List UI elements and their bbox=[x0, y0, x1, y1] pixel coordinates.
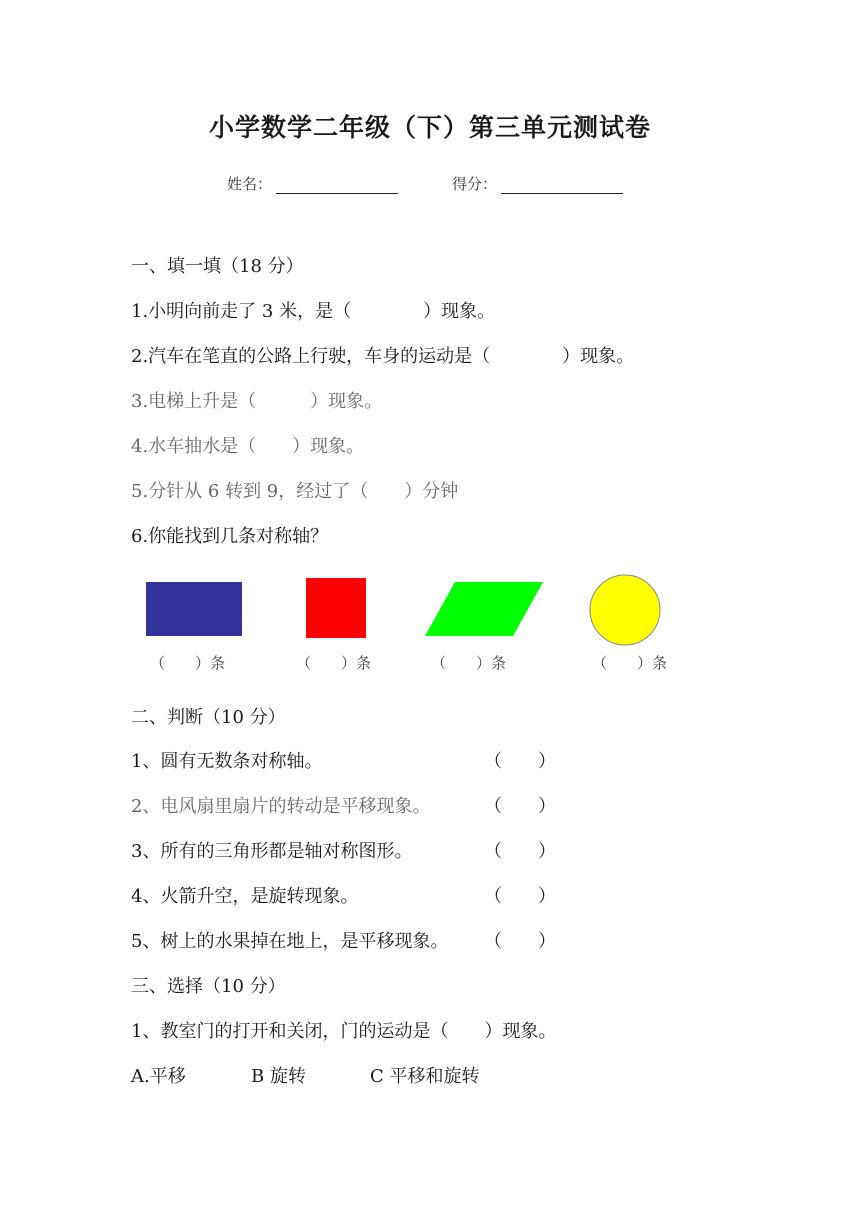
section3-q1: 1、教室门的打开和关闭，门的运动是（ ）现象。 bbox=[131, 1021, 557, 1042]
option-b[interactable]: B 旋转 bbox=[251, 1066, 306, 1087]
score-label: 得分： bbox=[452, 175, 498, 193]
section1-q2: 2.汽车在笔直的公路上行驶，车身的运动是（ ）现象。 bbox=[131, 346, 635, 367]
section1-q6: 6.你能找到几条对称轴？ bbox=[131, 526, 329, 547]
judge-item-2: 2、电风扇里扇片的转动是平移现象。 bbox=[131, 796, 431, 817]
judge-answer-2[interactable]: （ ） bbox=[484, 796, 556, 817]
option-c[interactable]: C 平移和旋转 bbox=[370, 1066, 480, 1087]
score-field[interactable] bbox=[452, 173, 623, 194]
section2-heading: 二、判断（10 分） bbox=[131, 707, 286, 728]
name-field[interactable] bbox=[227, 173, 398, 194]
blue-rectangle bbox=[146, 582, 242, 636]
section1-q4: 4.水车抽水是（ ）现象。 bbox=[131, 436, 365, 457]
symmetry-shapes bbox=[0, 570, 860, 680]
judge-answer-4[interactable]: （ ） bbox=[484, 886, 556, 907]
section1-q3: 3.电梯上升是（ ）现象。 bbox=[131, 391, 383, 412]
judge-item-5: 5、树上的水果掉在地上，是平移现象。 bbox=[131, 931, 449, 952]
judge-item-1: 1、圆有无数条对称轴。 bbox=[131, 751, 323, 772]
page-title: 小学数学二年级（下）第三单元测试卷 bbox=[208, 113, 651, 142]
square-axis-answer[interactable]: （ ）条 bbox=[296, 654, 372, 672]
judge-answer-3[interactable]: （ ） bbox=[484, 841, 556, 862]
parallelogram-axis-answer[interactable]: （ ）条 bbox=[431, 654, 507, 672]
rectangle-axis-answer[interactable]: （ ）条 bbox=[150, 654, 226, 672]
circle-axis-answer[interactable]: （ ）条 bbox=[592, 654, 668, 672]
judge-answer-5[interactable]: （ ） bbox=[484, 931, 556, 952]
green-parallelogram bbox=[425, 582, 545, 638]
score-blank-line[interactable] bbox=[501, 177, 623, 194]
section1-q5: 5.分针从 6 转到 9，经过了（ ）分钟 bbox=[131, 481, 459, 502]
section3-heading: 三、选择（10 分） bbox=[131, 976, 286, 997]
red-square bbox=[306, 578, 366, 638]
option-a[interactable]: A.平移 bbox=[131, 1066, 186, 1087]
name-blank-line[interactable] bbox=[276, 177, 398, 194]
judge-item-4: 4、火箭升空，是旋转现象。 bbox=[131, 886, 359, 907]
yellow-circle bbox=[588, 573, 662, 647]
name-label: 姓名： bbox=[227, 175, 273, 193]
judge-answer-1[interactable]: （ ） bbox=[484, 751, 556, 772]
section1-q1: 1.小明向前走了 3 米，是（ ）现象。 bbox=[131, 301, 496, 322]
judge-item-3: 3、所有的三角形都是轴对称图形。 bbox=[131, 841, 413, 862]
section1-heading: 一、填一填（18 分） bbox=[131, 256, 304, 277]
